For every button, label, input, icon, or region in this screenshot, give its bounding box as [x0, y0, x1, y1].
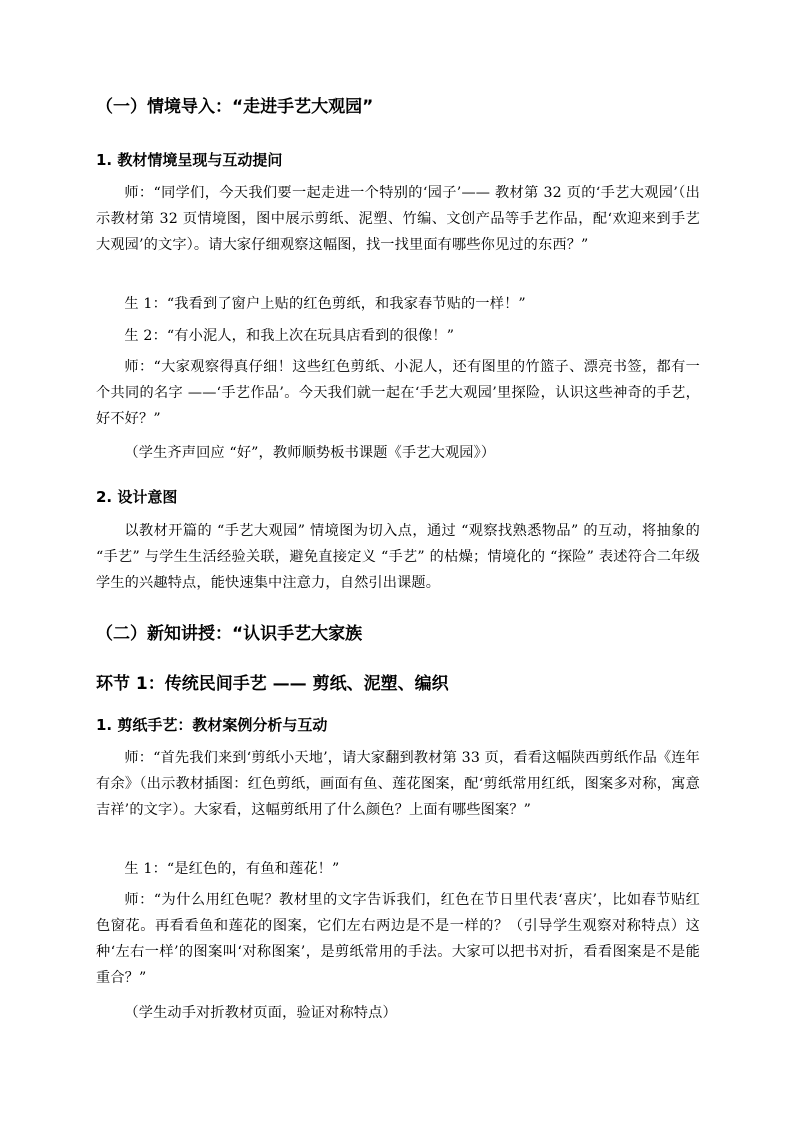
paragraph-paper-cutting-explanation: 师：“为什么用红色呢？教材里的文字告诉我们，红色在节日里代表‘喜庆’，比如春节贴红色窗花。再看看鱼和莲花的图案，它们左右两边是不是一样的？（引导学生观察对称特点）这种‘左右一样’的图案叫‘对称图案’，是剪纸常用的手法。大家可以把书对折，看看图案是不是能重合？”: [96, 892, 700, 986]
link-heading-traditional-crafts: 环节 1：传统民间手艺 —— 剪纸、泥塑、编织: [96, 674, 449, 694]
paragraph-teacher-response: 师：“大家观察得真仔细！这些红色剪纸、小泥人，还有图里的竹篮子、漂亮书签，都有一个共同的名字 ——‘手艺作品’。今天我们就一起在‘手艺大观园’里探险，认识这些神奇的手艺，好不好？”: [96, 359, 700, 427]
paragraph-design-intent: 以教材开篇的 “手艺大观园” 情境图为切入点，通过 “观察找熟悉物品” 的互动，将抽象的 “手艺” 与学生生活经验关联，避免直接定义 “手艺” 的枯燥；情境化的 “探险” 表述符合二年级学生的兴趣特点，能快速集中注意力，自然引出课题。: [96, 523, 700, 591]
paragraph-class-action: （学生齐声回应 “好”，教师顺势板书课题《手艺大观园》）: [124, 445, 496, 461]
subheading-design-intent: 2. 设计意图: [96, 488, 178, 506]
section-heading-intro: （一）情境导入：“走进手艺大观园”: [96, 97, 374, 117]
paragraph-paper-cutting-teacher: 师：“首先我们来到‘剪纸小天地’，请大家翻到教材第 33 页，看看这幅陕西剪纸作品《连年有余》（出示教材插图：红色剪纸，画面有鱼、莲花图案，配‘剪纸常用红纸，图案多对称，寓意吉祥’的文字）。大家看，这幅剪纸用了什么颜色？上面有哪些图案？”: [96, 750, 700, 818]
subheading-material-presentation: 1. 教材情境呈现与互动提问: [96, 151, 283, 169]
paragraph-paper-cutting-action: （学生动手对折教材页面，验证对称特点）: [124, 1005, 397, 1021]
paragraph-teacher-intro: 师：“同学们，今天我们要一起走进一个特别的‘园子’—— 教材第 32 页的‘手艺大观园’（出示教材第 32 页情境图，图中展示剪纸、泥塑、竹编、文创产品等手艺作品，配‘欢迎来到手艺大观园’的文字）。请大家仔细观察这幅图，找一找里面有哪些你见过的东西？”: [96, 185, 700, 253]
subheading-paper-cutting: 1. 剪纸手艺：教材案例分析与互动: [96, 716, 328, 734]
section-heading-new-knowledge: （二）新知讲授：“认识手艺大家族: [96, 624, 363, 644]
paragraph-student-2: 生 2：“有小泥人，和我上次在玩具店看到的很像！”: [124, 328, 455, 344]
paragraph-student-1: 生 1：“我看到了窗户上贴的红色剪纸，和我家春节贴的一样！”: [124, 296, 526, 312]
paragraph-paper-cutting-student: 生 1：“是红色的，有鱼和莲花！”: [124, 861, 340, 877]
